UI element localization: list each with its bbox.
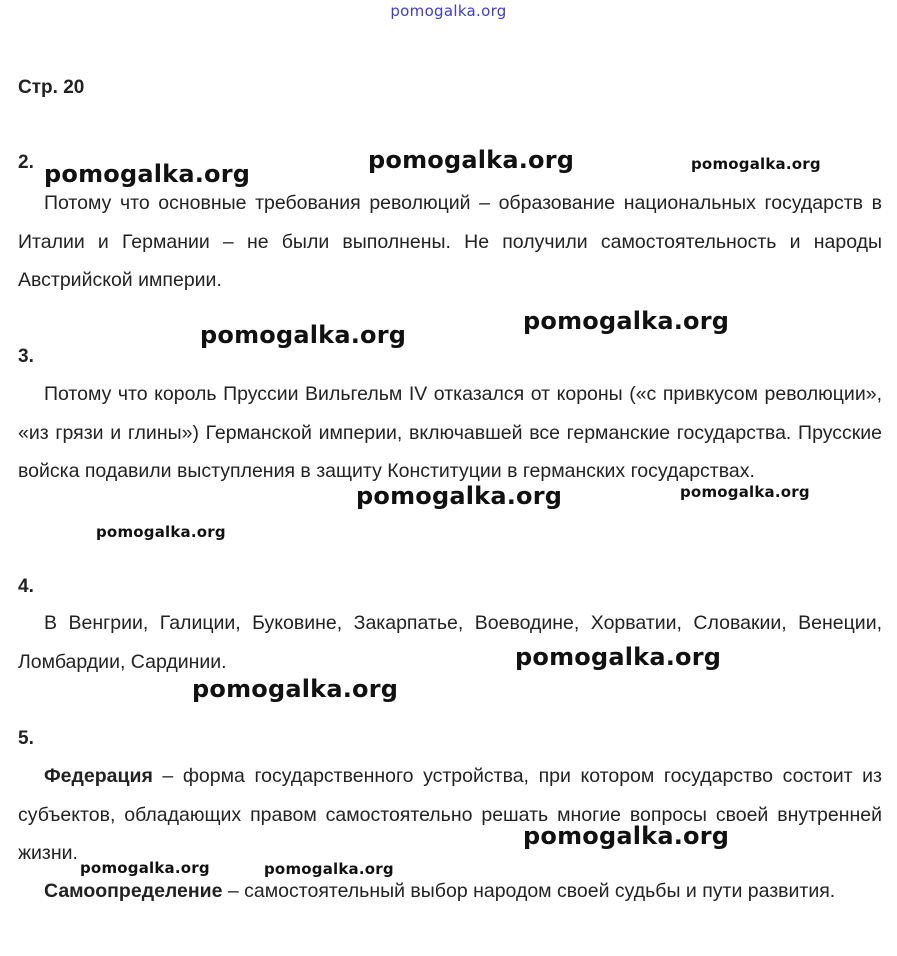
watermark-logo: pomogalka.org [200, 321, 407, 349]
watermark-logo: pomogalka.org [356, 482, 563, 510]
top-watermark: pomogalka.org [390, 2, 507, 20]
watermark-logo: pomogalka.org [691, 155, 821, 173]
answer-3 [18, 375, 882, 491]
definition-self-determination-text: – самостоятельный выбор народом своей судьбы и пути развития. [222, 880, 836, 902]
definition-self-determination [18, 872, 882, 911]
watermark-logo: pomogalka.org [192, 675, 399, 703]
answer-3-text: Потому что король Пруссии Вильгельм IV отказался от короны («с привкусом революции», «из грязи и глины») Германской империи, включавшей все германские государства. Прусские войска подавили выступления в защиту Конституции в германских государствах. [18, 383, 882, 482]
watermark-logo: pomogalka.org [523, 307, 730, 335]
question-number-4: 4. [18, 576, 34, 597]
watermark-logo: pomogalka.org [44, 160, 251, 188]
watermark-logo: pomogalka.org [96, 523, 226, 541]
question-number-5: 5. [18, 728, 34, 749]
watermark-logo: pomogalka.org [264, 860, 394, 878]
definition-federation-text: – форма государственного устройства, при котором государство состоит из субъектов, обладающих правом самостоятельно решать многие вопросы своей внутренней жизни. [18, 765, 882, 864]
answer-4-text: В Венгрии, Галиции, Буковине, Закарпатье, Воеводине, Хорватии, Словакии, Венеции, Ломбардии, Сардинии. [18, 612, 882, 673]
question-number-2: 2. [18, 152, 34, 173]
definition-federation [18, 757, 882, 873]
watermark-logo: pomogalka.org [680, 483, 810, 501]
watermark-logo: pomogalka.org [523, 822, 730, 850]
page-title: Стр. 20 [18, 77, 85, 98]
question-number-3: 3. [18, 346, 34, 367]
answer-2-text: Потому что основные требования революций – образование национальных государств в Италии и Германии – не были выполнены. Не получили самостоятельность и народы Австрийской империи. [18, 192, 882, 291]
answer-4 [18, 604, 882, 681]
watermark-logo: pomogalka.org [515, 643, 722, 671]
watermark-logo: pomogalka.org [80, 859, 210, 877]
term-self-determination: Самоопределение [44, 880, 223, 902]
answer-2 [18, 184, 882, 300]
term-federation: Федерация [44, 765, 153, 787]
watermark-logo: pomogalka.org [368, 146, 575, 174]
